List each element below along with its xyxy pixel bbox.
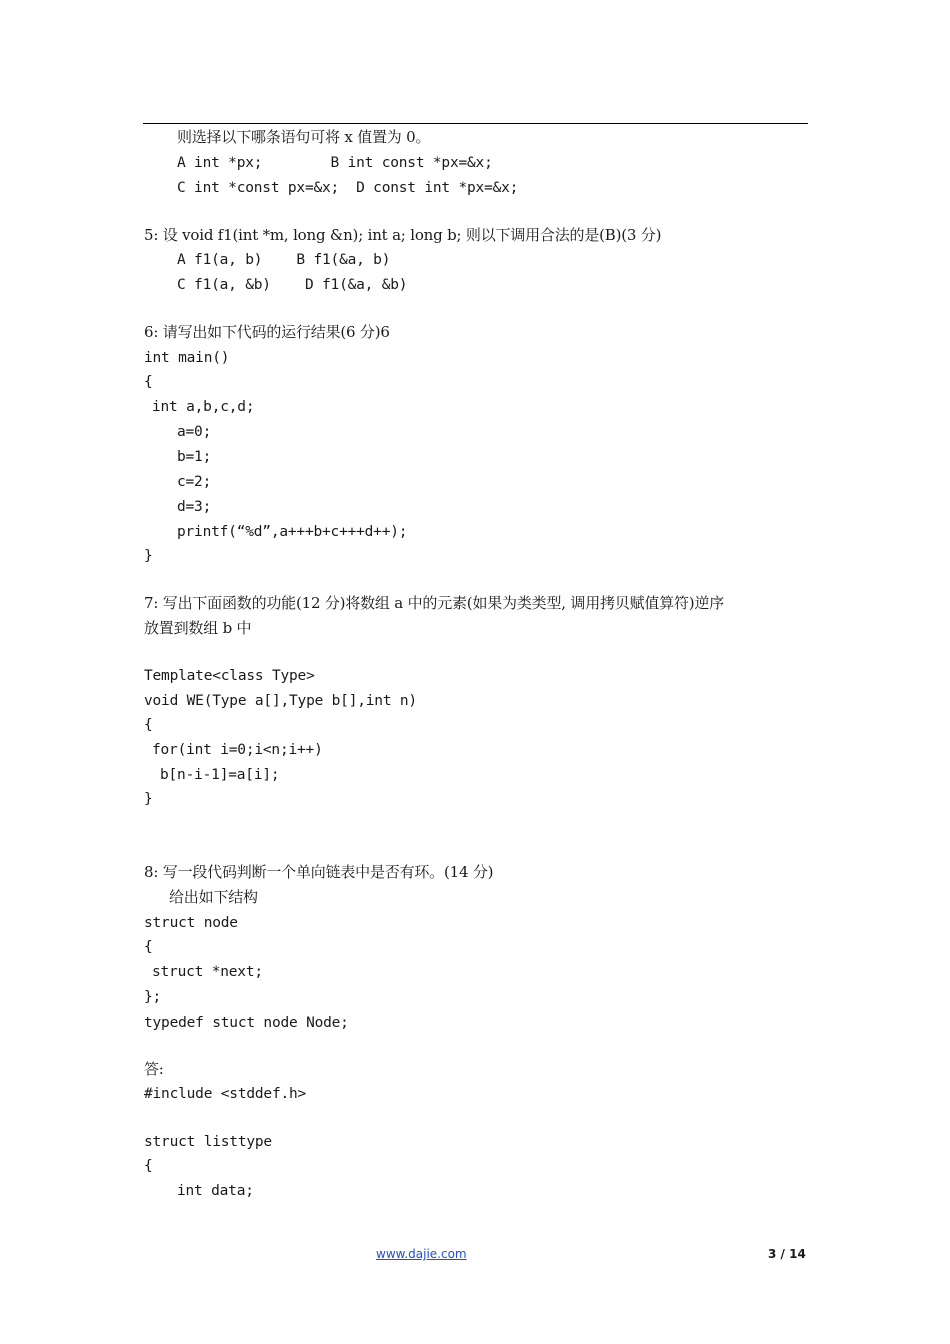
- code-line: {: [144, 374, 153, 390]
- text-line: C int *const px=&x; D const int *px=&x;: [177, 180, 519, 196]
- code-line: d=3;: [177, 499, 212, 515]
- code-line: {: [144, 717, 153, 733]
- code-line: c=2;: [177, 474, 212, 490]
- footer-link[interactable]: www.dajie.com: [376, 1247, 467, 1261]
- question-7: 7: 写出下面函数的功能(12 分)将数组 a 中的元素(如果为类类型, 调用拷贝赋值算符)逆序: [144, 594, 725, 612]
- answer-label: 答:: [144, 1060, 164, 1078]
- text-line: A int *px; B int const *px=&x;: [177, 155, 493, 171]
- code-line: struct node: [144, 915, 238, 931]
- code-line: typedef stuct node Node;: [144, 1015, 349, 1031]
- code-line: struct *next;: [152, 964, 263, 980]
- header-rule: [143, 123, 808, 124]
- code-line: int data;: [177, 1183, 254, 1199]
- text-line: 则选择以下哪条语句可将 x 值置为 0。: [177, 128, 431, 146]
- code-line: };: [144, 989, 162, 1005]
- code-line: b[n-i-1]=a[i];: [160, 767, 280, 783]
- text-line: C f1(a, &b) D f1(&a, &b): [177, 277, 408, 293]
- code-line: }: [144, 548, 153, 564]
- question-6: 6: 请写出如下代码的运行结果(6 分)6: [144, 323, 390, 341]
- code-line: {: [144, 1158, 153, 1174]
- code-line: }: [144, 791, 153, 807]
- text-line: 给出如下结构: [169, 888, 258, 906]
- code-line: {: [144, 939, 153, 955]
- code-line: printf(“%d”,a+++b+c+++d++);: [177, 524, 408, 540]
- code-line: struct listtype: [144, 1134, 272, 1150]
- text-line: 放置到数组 b 中: [144, 619, 252, 637]
- code-line: for(int i=0;i<n;i++): [152, 742, 323, 758]
- code-line: Template<class Type>: [144, 668, 315, 684]
- question-8: 8: 写一段代码判断一个单向链表中是否有环。(14 分): [144, 863, 494, 881]
- code-line: b=1;: [177, 449, 212, 465]
- page-number: 3 / 14: [768, 1247, 806, 1261]
- code-line: int main(): [144, 350, 230, 366]
- question-5: 5: 设 void f1(int *m, long &n); int a; long b; 则以下调用合法的是(B)(3 分): [144, 226, 662, 244]
- code-line: int a,b,c,d;: [152, 399, 255, 415]
- code-line: #include <stddef.h>: [144, 1086, 307, 1102]
- code-line: void WE(Type a[],Type b[],int n): [144, 693, 417, 709]
- text-line: A f1(a, b) B f1(&a, b): [177, 252, 391, 268]
- code-line: a=0;: [177, 424, 212, 440]
